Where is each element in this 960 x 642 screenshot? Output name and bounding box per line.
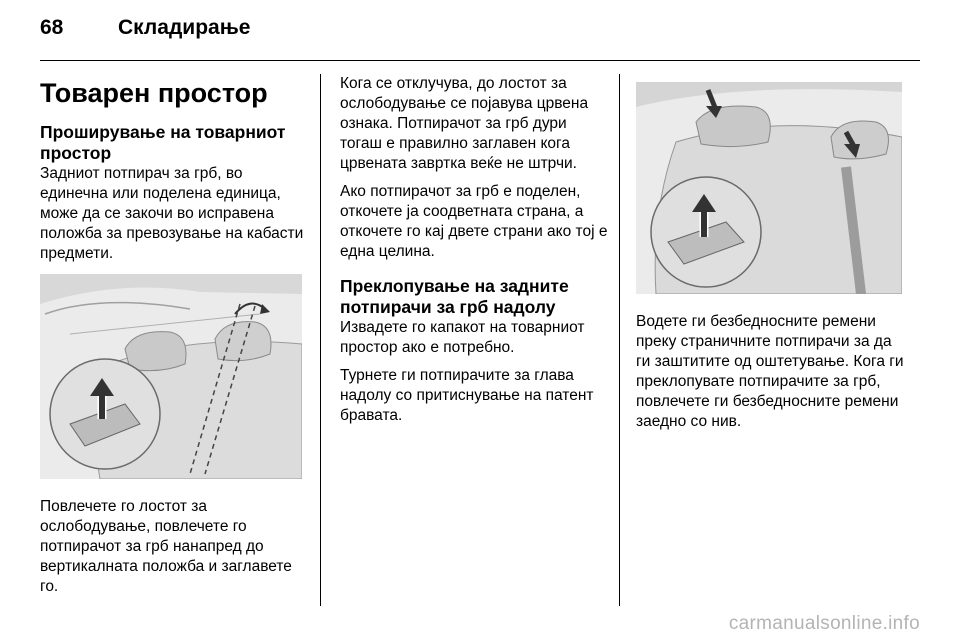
paragraph-head-restraints: Турнете ги потпирачите за глава надолу со притиснување на патент бравата. xyxy=(340,367,594,424)
caption-seatbelt: Водете ги безбедносните ремени преку страничните потпирачи за да ги заштитите од оштетување. Кога ги преклопувате потпирачите за грб, повлечете ги безбедносните ремени заедно со нив. xyxy=(636,313,904,430)
watermark-text: carmanualsonline.info xyxy=(728,613,920,634)
page-number: 68 xyxy=(40,16,64,39)
header-divider xyxy=(40,60,920,61)
page-header xyxy=(40,16,250,46)
column-divider-2 xyxy=(619,74,620,606)
column-3 xyxy=(636,74,906,440)
seatbelt-guide-illustration xyxy=(636,82,902,294)
caption-unlock: Повлечете го лостот за ослободување, повлечете го потпирачот за грб нанапред до вертикалната положба и заглавете го. xyxy=(40,498,292,595)
chapter-title: Складирање xyxy=(118,16,251,39)
column-2 xyxy=(340,74,608,434)
paragraph-red-marker: Кога се отклучува, до лостот за ослободување се појавува црвена ознака. Потпирачот за грб дури тогаш е правилно заглавен кога црвената завртка веќе не штрчи. xyxy=(340,75,589,172)
column-divider-1 xyxy=(320,74,321,606)
column-1 xyxy=(40,74,308,605)
intro-text: Задниот потпирач за грб, во единечна или поделена единица, може да се закочи во исправена положба за превозување на кабасти предмети. xyxy=(40,165,304,262)
seatback-unlock-illustration xyxy=(40,274,302,479)
main-title: Товарен простор xyxy=(40,78,268,108)
paragraph-split-backrest: Ако потпирачот за грб е поделен, откочете ја соодветната страна, а откочете го кај двете страни ако тој е една целина. xyxy=(340,183,608,260)
section-heading-fold: Преклопување на задните потпирачи за грб надолу xyxy=(340,276,569,317)
paragraph-cover: Извадете го капакот на товарниот простор ако е потребно. xyxy=(340,319,585,356)
section-heading-expand: Проширување на товарниот простор xyxy=(40,122,286,163)
